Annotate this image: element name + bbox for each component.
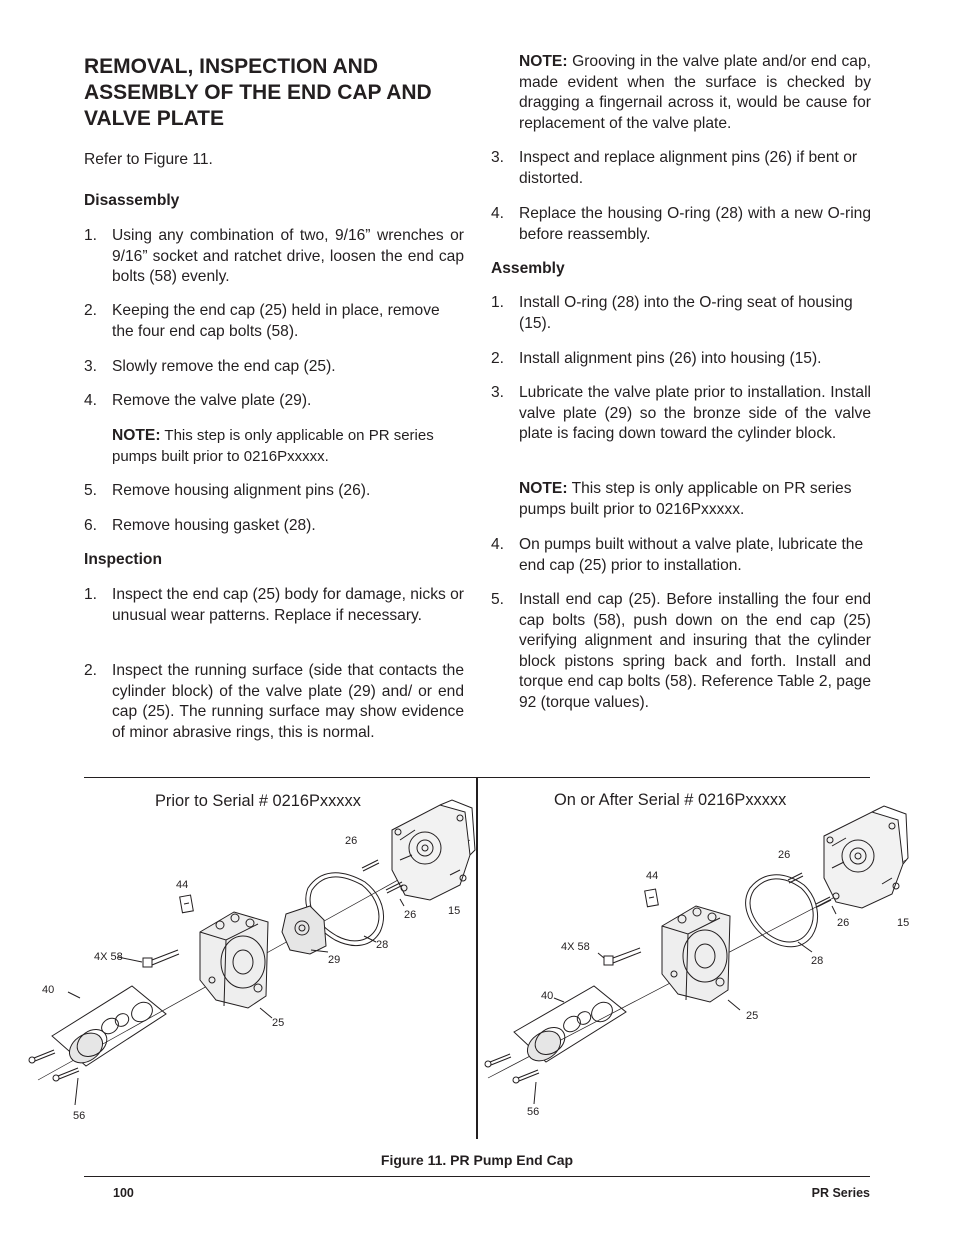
housing-15-shape <box>824 806 908 908</box>
step-text: Lubricate the valve plate prior to installation. Install valve plate (29) so the bronze side of the valve plate is facing down toward the cylinder block. <box>519 384 871 443</box>
label-28: 28 <box>811 955 824 967</box>
label-44: 44 <box>646 870 659 882</box>
step-text: Inspect and replace alignment pins (26) if bent or distorted. <box>519 149 858 187</box>
step-text: Keeping the end cap (25) held in place, remove the four end cap bolts (58). <box>112 302 440 340</box>
disassembly-step <box>84 357 464 378</box>
inspection-step <box>84 661 464 765</box>
step-text: On pumps built without a valve plate, lubricate the end cap (25) prior to installation. <box>519 536 864 574</box>
step-text: Install end cap (25). Before installing the four end cap bolts (58), push down on the end cap (25) verifying alignment and insuring that the cylinder block pistons spring back and forth. Install and torque end cap bolts (58). Reference Table 2, page 92 (torque values). <box>519 591 871 711</box>
step-number: 6. <box>84 517 98 534</box>
note-label: NOTE: <box>519 480 568 497</box>
step-text: Slowly remove the end cap (25). <box>112 358 336 375</box>
shaft-assembly <box>64 998 156 1069</box>
assembly-note <box>519 479 859 520</box>
step-text: Inspect the running surface (side that contacts the cylinder block) of the valve plate (29) and/ or end cap (25). The running surface may show evidence of minor abrasive rings, this is normal. <box>112 662 464 741</box>
inspection-note <box>519 52 871 134</box>
assembly-heading: Assembly <box>491 260 565 277</box>
step-text: Using any combination of two, 9/16” wrenches or 9/16” socket and ratchet drive, loosen the end cap bolts (58) evenly. <box>112 227 464 286</box>
disassembly-step <box>84 226 464 288</box>
label-4x58: 4X 58 <box>561 941 590 953</box>
step-text: Install alignment pins (26) into housing (15). <box>519 350 822 367</box>
label-40: 40 <box>42 984 55 996</box>
note-label: NOTE: <box>112 427 161 444</box>
inspection-step <box>491 148 871 190</box>
step-number: 1. <box>491 294 505 311</box>
assembly-step <box>491 383 871 466</box>
label-28: 28 <box>376 939 389 951</box>
label-15: 15 <box>897 917 910 929</box>
step-text: Replace the housing O-ring (28) with a new O-ring before reassembly. <box>519 205 871 243</box>
right-exploded-diagram <box>478 800 918 1130</box>
step-number: 3. <box>491 384 505 401</box>
step-number: 4. <box>84 392 98 409</box>
step-text: Remove housing gasket (28). <box>112 517 316 534</box>
label-26: 26 <box>837 917 850 929</box>
label-56: 56 <box>73 1110 86 1122</box>
step-text: Install O-ring (28) into the O-ring seat of housing (15). <box>519 294 853 332</box>
assembly-step <box>491 293 871 335</box>
step-number: 2. <box>84 302 98 319</box>
step-text: Remove the valve plate (29). <box>112 392 312 409</box>
step-number: 3. <box>84 358 98 375</box>
step-number: 4. <box>491 536 505 553</box>
note-text: Grooving in the valve plate and/or end cap, made evident when the surface is checked by dragging a fingernail across it, would be cause for replacement of the valve plate. <box>519 53 871 132</box>
label-15: 15 <box>448 905 461 917</box>
left-panel-title: Prior to Serial # 0216Pxxxxx <box>155 792 361 810</box>
right-panel-title: On or After Serial # 0216Pxxxxx <box>554 791 787 809</box>
step-text: Remove housing alignment pins (26). <box>112 482 371 499</box>
assembly-step <box>491 349 871 370</box>
inspection-heading: Inspection <box>84 551 162 568</box>
step-number: 5. <box>84 482 98 499</box>
label-40: 40 <box>541 990 554 1002</box>
label-26: 26 <box>778 849 791 861</box>
step-number: 3. <box>491 149 505 166</box>
disassembly-step <box>84 516 464 537</box>
assembly-step <box>491 590 871 715</box>
label-29: 29 <box>328 954 341 966</box>
step-number: 1. <box>84 227 98 244</box>
footer-series: PR Series <box>811 1186 870 1200</box>
step-number: 4. <box>491 205 505 222</box>
note-text: This step is only applicable on PR series pumps built prior to 0216Pxxxxx. <box>112 427 434 465</box>
disassembly-heading: Disassembly <box>84 192 180 209</box>
left-exploded-diagram <box>20 800 480 1130</box>
end-cap-bolt-58 <box>143 950 179 967</box>
housing-15-shape <box>392 800 475 900</box>
step-number: 2. <box>491 350 505 367</box>
page-number: 100 <box>113 1186 134 1200</box>
step-number: 5. <box>491 591 505 608</box>
end-cap-25 <box>200 912 268 1008</box>
assembly-step <box>491 535 871 577</box>
label-26: 26 <box>404 909 417 921</box>
label-26: 26 <box>345 835 358 847</box>
label-56: 56 <box>527 1106 540 1118</box>
note-label: NOTE: <box>519 53 568 70</box>
shaft-assembly <box>522 998 616 1067</box>
step-number: 2. <box>84 662 98 679</box>
step-text: Inspect the end cap (25) body for damage, nicks or unusual wear patterns. Replace if necessary. <box>112 586 464 624</box>
end-cap-bolt-58 <box>604 948 641 965</box>
disassembly-step <box>84 301 464 343</box>
inspection-step <box>84 585 464 647</box>
label-25: 25 <box>272 1017 285 1029</box>
valve-plate-29 <box>282 906 326 954</box>
intro-text: Refer to Figure 11. <box>84 151 213 168</box>
label-44: 44 <box>176 879 189 891</box>
disassembly-step <box>84 391 464 412</box>
step-number: 1. <box>84 586 98 603</box>
o-ring-28 <box>746 875 818 947</box>
disassembly-note <box>112 426 464 467</box>
end-cap-25 <box>662 906 730 1002</box>
disassembly-step <box>84 481 464 502</box>
inspection-step <box>491 204 871 246</box>
footer-rule <box>84 1176 870 1177</box>
figure-caption: Figure 11. PR Pump End Cap <box>380 1152 574 1168</box>
label-4x58: 4X 58 <box>94 951 123 963</box>
section-title: REMOVAL, INSPECTION AND ASSEMBLY OF THE END CAP AND VALVE PLATE <box>84 55 432 130</box>
label-25: 25 <box>746 1010 759 1022</box>
note-text: This step is only applicable on PR series pumps built prior to 0216Pxxxxx. <box>519 480 852 518</box>
